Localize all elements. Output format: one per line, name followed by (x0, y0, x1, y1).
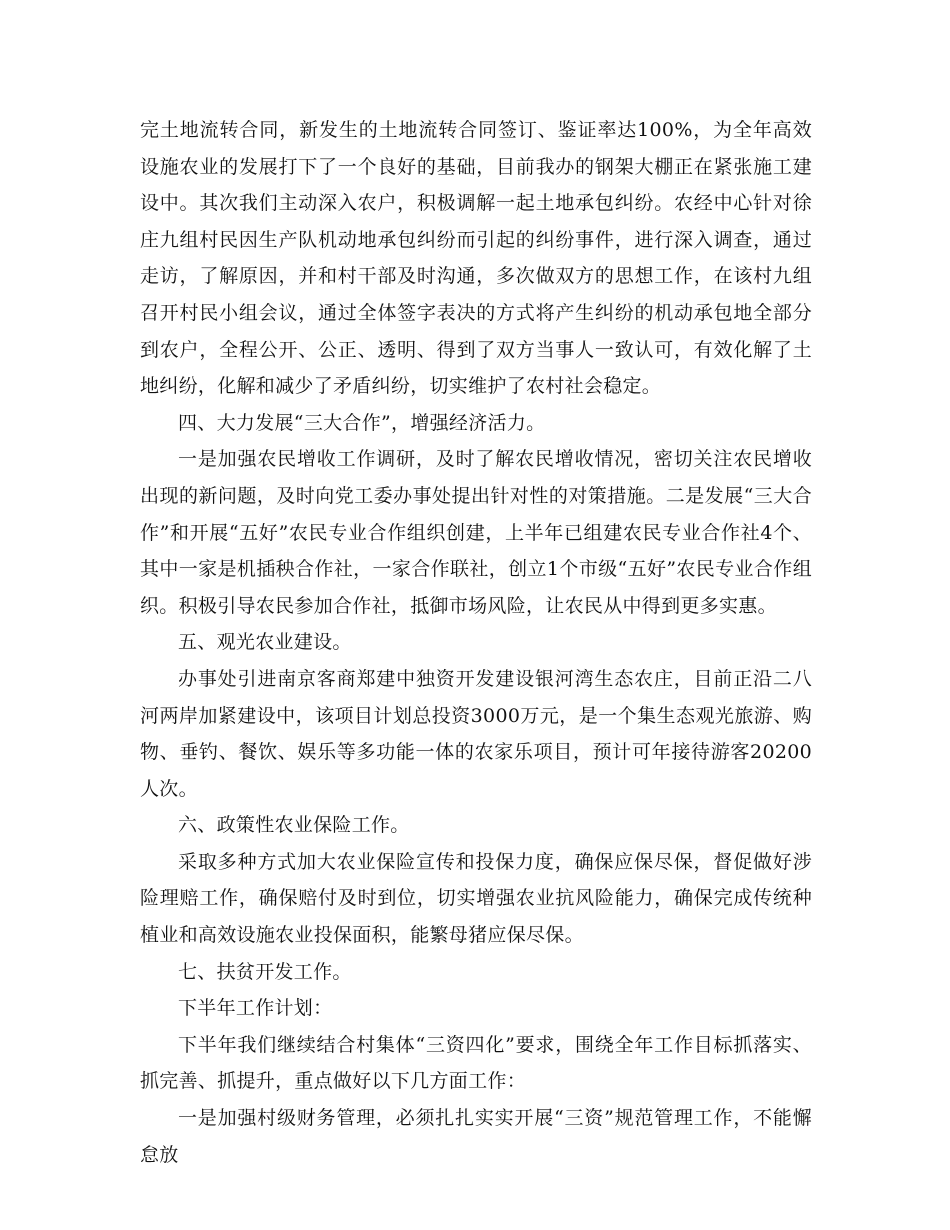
paragraph-finance-management: 一是加强村级财务管理，必须扎扎实实开展“三资”规范管理工作，不能懈怠放 (140, 1107, 812, 1166)
heading-agricultural-insurance: 六、政策性农业保险工作。 (178, 814, 410, 837)
heading-three-cooperations: 四、大力发展“三大合作”，增强经济活力。 (178, 411, 546, 434)
heading-poverty-alleviation: 七、扶贫开发工作。 (178, 960, 352, 983)
paragraph-insurance: 采取多种方式加大农业保险宣传和投保力度，确保应保尽保，督促做好涉险理赔工作，确保赔付及时到位，切实增强农业抗风险能力，确保完成传统种植业和高效设施农业投保面积，能繁母猪应保尽保。 (140, 850, 812, 947)
heading-sightseeing-agriculture: 五、观光农业建设。 (178, 631, 352, 654)
paragraph-plan-intro: 下半年我们继续结合村集体“三资四化”要求，围绕全年工作目标抓落实、抓完善、抓提升，重点做好以下几方面工作： (140, 1033, 812, 1093)
paragraph-land-transfer: 完土地流转合同，新发生的土地流转合同签订、鉴证率达100%，为全年高效设施农业的发展打下了一个良好的基础，目前我办的钢架大棚正在紧张施工建设中。其次我们主动深入农户，积极调解一起土地承包纠纷。农经中心针对徐庄九组村民因生产队机动地承包纠纷而引起的纠纷事件，进行深入调查，通过走访，了解原因，并和村干部及时沟通，多次做双方的思想工作，在该村九组召开村民小组会议，通过全体签字表决的方式将产生纠纷的机动承包地全部分到农户，全程公开、公正、透明、得到了双方当事人一致认可，有效化解了土地纠纷，化解和减少了矛盾纠纷，切实维护了农村社会稳定。 (140, 119, 812, 398)
heading-second-half-plan: 下半年工作计划： (178, 997, 333, 1020)
paragraph-eco-farm: 办事处引进南京客商郑建中独资开发建设银河湾生态农庄，目前正沿二八河两岸加紧建设中，该项目计划总投资3000万元，是一个集生态观光旅游、购物、垂钓、餐饮、娱乐等多功能一体的农家乐项目，预计可年接待游客20200人次。 (140, 667, 812, 800)
document-body (140, 112, 812, 1173)
paragraph-farmer-income: 一是加强农民增收工作调研，及时了解农民增收情况，密切关注农民增收出现的新问题，及时向党工委办事处提出针对性的对策措施。二是发展“三大合作”和开展“五好”农民专业合作组织创建，上半年已组建农民专业合作社4个、其中一家是机插秧合作社，一家合作联社，创立1个市级“五好”农民专业合作组织。积极引导农民参加合作社，抵御市场风险，让农民从中得到更多实惠。 (140, 448, 812, 617)
